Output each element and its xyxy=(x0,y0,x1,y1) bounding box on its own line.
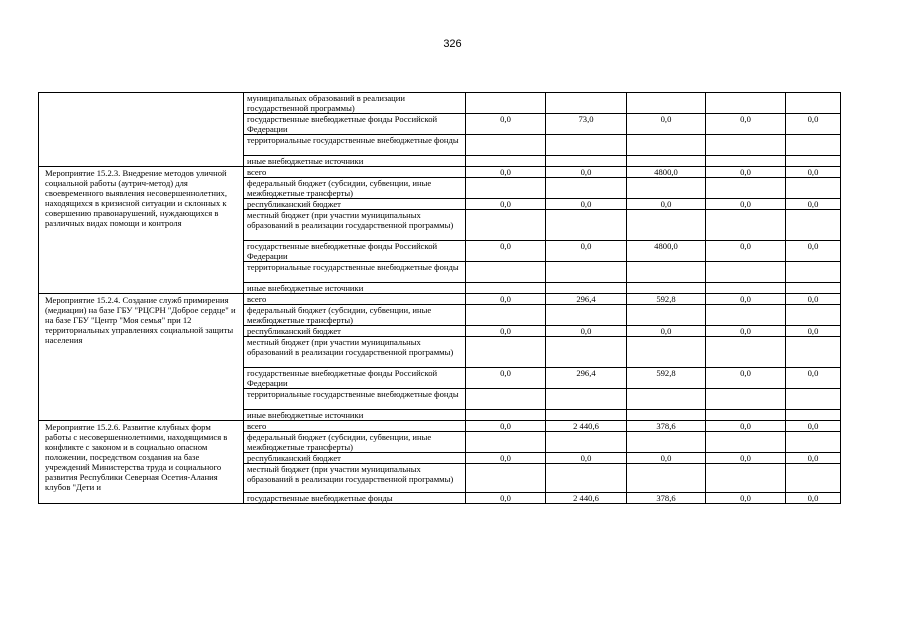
value-cell: 0,0 xyxy=(786,294,841,305)
value-cell: 0,0 xyxy=(786,493,841,504)
value-cell xyxy=(546,337,627,368)
value-cell: 0,0 xyxy=(706,453,786,464)
value-cell: 0,0 xyxy=(466,326,546,337)
value-cell: 0,0 xyxy=(627,114,706,135)
value-cell xyxy=(706,135,786,156)
value-cell: 0,0 xyxy=(546,167,627,178)
funding-source-cell: государственные внебюджетные фонды xyxy=(244,493,466,504)
value-cell: 0,0 xyxy=(706,167,786,178)
value-cell xyxy=(627,410,706,421)
value-cell: 0,0 xyxy=(546,199,627,210)
funding-source-cell: государственные внебюджетные фонды Российской Федерации xyxy=(244,368,466,389)
measure-cell: Мероприятие 15.2.4. Создание служб примирения (медиации) на базе ГБУ "РЦСРН "Доброе сердце" и на базе ГБУ "Центр "Моя семья" при 12 территориальных управлениях социальной защиты населения xyxy=(39,294,244,421)
funding-source-cell: федеральный бюджет (субсидии, субвенции, иные межбюджетные трансферты) xyxy=(244,178,466,199)
funding-source-cell: республиканский бюджет xyxy=(244,326,466,337)
funding-source-cell: федеральный бюджет (субсидии, субвенции, иные межбюджетные трансферты) xyxy=(244,432,466,453)
value-cell xyxy=(627,389,706,410)
value-cell: 592,8 xyxy=(627,368,706,389)
funding-source-cell: территориальные государственные внебюджетные фонды xyxy=(244,135,466,156)
value-cell xyxy=(466,283,546,294)
funding-source-cell: всего xyxy=(244,294,466,305)
value-cell xyxy=(706,410,786,421)
funding-source-cell: иные внебюджетные источники xyxy=(244,283,466,294)
value-cell: 0,0 xyxy=(627,326,706,337)
value-cell xyxy=(546,432,627,453)
value-cell: 0,0 xyxy=(466,453,546,464)
value-cell xyxy=(786,135,841,156)
value-cell: 0,0 xyxy=(706,199,786,210)
value-cell xyxy=(786,389,841,410)
value-cell xyxy=(466,410,546,421)
value-cell: 0,0 xyxy=(466,493,546,504)
measure-cell xyxy=(39,93,244,167)
funding-source-cell: местный бюджет (при участии муниципальных образований в реализации государственной программы) xyxy=(244,464,466,493)
value-cell xyxy=(466,135,546,156)
value-cell: 2 440,6 xyxy=(546,421,627,432)
value-cell: 378,6 xyxy=(627,493,706,504)
value-cell xyxy=(546,262,627,283)
value-cell xyxy=(466,93,546,114)
value-cell xyxy=(786,464,841,493)
value-cell xyxy=(786,337,841,368)
value-cell xyxy=(546,283,627,294)
funding-source-cell: местный бюджет (при участии муниципальных образований в реализации государственной программы) xyxy=(244,337,466,368)
value-cell xyxy=(546,135,627,156)
value-cell xyxy=(786,305,841,326)
value-cell: 0,0 xyxy=(786,421,841,432)
value-cell xyxy=(786,178,841,199)
value-cell: 296,4 xyxy=(546,294,627,305)
value-cell xyxy=(627,283,706,294)
value-cell: 0,0 xyxy=(466,241,546,262)
value-cell: 0,0 xyxy=(706,114,786,135)
value-cell: 0,0 xyxy=(786,199,841,210)
value-cell xyxy=(706,389,786,410)
value-cell: 4800,0 xyxy=(627,167,706,178)
funding-source-cell: всего xyxy=(244,421,466,432)
value-cell xyxy=(627,135,706,156)
funding-source-cell: федеральный бюджет (субсидии, субвенции, иные межбюджетные трансферты) xyxy=(244,305,466,326)
funding-source-cell: государственные внебюджетные фонды Российской Федерации xyxy=(244,114,466,135)
value-cell xyxy=(627,464,706,493)
value-cell xyxy=(706,178,786,199)
value-cell xyxy=(466,389,546,410)
value-cell xyxy=(706,156,786,167)
value-cell xyxy=(546,93,627,114)
value-cell xyxy=(706,93,786,114)
value-cell xyxy=(466,432,546,453)
value-cell xyxy=(627,432,706,453)
value-cell: 0,0 xyxy=(786,114,841,135)
value-cell: 0,0 xyxy=(466,421,546,432)
table-row xyxy=(39,421,841,432)
value-cell: 0,0 xyxy=(706,326,786,337)
value-cell xyxy=(466,178,546,199)
value-cell: 378,6 xyxy=(627,421,706,432)
value-cell xyxy=(786,210,841,241)
value-cell: 0,0 xyxy=(706,421,786,432)
value-cell: 592,8 xyxy=(627,294,706,305)
value-cell: 73,0 xyxy=(546,114,627,135)
value-cell xyxy=(706,210,786,241)
funding-source-cell: муниципальных образований в реализации государственной программы) xyxy=(244,93,466,114)
value-cell: 0,0 xyxy=(786,368,841,389)
value-cell xyxy=(627,337,706,368)
value-cell xyxy=(546,410,627,421)
value-cell xyxy=(786,432,841,453)
value-cell: 0,0 xyxy=(706,241,786,262)
value-cell: 0,0 xyxy=(786,453,841,464)
funding-source-cell: иные внебюджетные источники xyxy=(244,156,466,167)
funding-source-cell: территориальные государственные внебюджетные фонды xyxy=(244,262,466,283)
value-cell xyxy=(706,337,786,368)
funding-source-cell: всего xyxy=(244,167,466,178)
value-cell xyxy=(546,156,627,167)
value-cell xyxy=(546,210,627,241)
value-cell: 0,0 xyxy=(706,368,786,389)
funding-source-cell: республиканский бюджет xyxy=(244,199,466,210)
value-cell: 0,0 xyxy=(546,326,627,337)
funding-source-cell: государственные внебюджетные фонды Российской Федерации xyxy=(244,241,466,262)
value-cell: 296,4 xyxy=(546,368,627,389)
value-cell xyxy=(706,464,786,493)
value-cell: 0,0 xyxy=(786,326,841,337)
funding-source-cell: территориальные государственные внебюджетные фонды xyxy=(244,389,466,410)
measure-cell: Мероприятие 15.2.6. Развитие клубных форм работы с несовершеннолетними, находящимися в конфликте с законом и в социально опасном положении, посредством создания на базе учреждений Министерства труда и социального развития Республики Северная Осетия-Алания клубов "Дети и xyxy=(39,421,244,504)
value-cell: 0,0 xyxy=(466,114,546,135)
value-cell: 0,0 xyxy=(627,199,706,210)
value-cell: 4800,0 xyxy=(627,241,706,262)
value-cell: 0,0 xyxy=(466,368,546,389)
value-cell: 2 440,6 xyxy=(546,493,627,504)
value-cell xyxy=(627,305,706,326)
page-number: 326 xyxy=(443,38,462,50)
value-cell xyxy=(466,210,546,241)
value-cell: 0,0 xyxy=(706,493,786,504)
value-cell xyxy=(466,305,546,326)
value-cell xyxy=(786,262,841,283)
value-cell: 0,0 xyxy=(546,241,627,262)
value-cell: 0,0 xyxy=(546,453,627,464)
value-cell: 0,0 xyxy=(786,241,841,262)
value-cell: 0,0 xyxy=(466,294,546,305)
value-cell xyxy=(627,156,706,167)
value-cell xyxy=(466,156,546,167)
value-cell xyxy=(706,262,786,283)
value-cell: 0,0 xyxy=(706,294,786,305)
value-cell: 0,0 xyxy=(466,199,546,210)
value-cell xyxy=(627,262,706,283)
value-cell xyxy=(466,464,546,493)
value-cell xyxy=(786,93,841,114)
value-cell xyxy=(706,283,786,294)
value-cell xyxy=(627,178,706,199)
funding-source-cell: иные внебюджетные источники xyxy=(244,410,466,421)
value-cell xyxy=(546,305,627,326)
value-cell xyxy=(786,283,841,294)
value-cell xyxy=(546,464,627,493)
value-cell xyxy=(786,156,841,167)
table-row xyxy=(39,167,841,178)
value-cell xyxy=(706,305,786,326)
value-cell: 0,0 xyxy=(466,167,546,178)
value-cell: 0,0 xyxy=(786,167,841,178)
value-cell xyxy=(706,432,786,453)
measure-cell: Мероприятие 15.2.3. Внедрение методов уличной социальной работы (аутрич-метод) для своевременного выявления несовершеннолетних, находящихся в кризисной ситуации и склонных к совершению правонарушений, нуждающихся в различных видах помощи и контроля xyxy=(39,167,244,294)
value-cell xyxy=(466,337,546,368)
table-row xyxy=(39,93,841,114)
value-cell xyxy=(466,262,546,283)
budget-table xyxy=(38,92,841,504)
value-cell xyxy=(786,410,841,421)
value-cell xyxy=(627,93,706,114)
value-cell xyxy=(546,389,627,410)
value-cell: 0,0 xyxy=(627,453,706,464)
funding-source-cell: республиканский бюджет xyxy=(244,453,466,464)
value-cell xyxy=(627,210,706,241)
funding-source-cell: местный бюджет (при участии муниципальных образований в реализации государственной программы) xyxy=(244,210,466,241)
value-cell xyxy=(546,178,627,199)
table-row xyxy=(39,294,841,305)
